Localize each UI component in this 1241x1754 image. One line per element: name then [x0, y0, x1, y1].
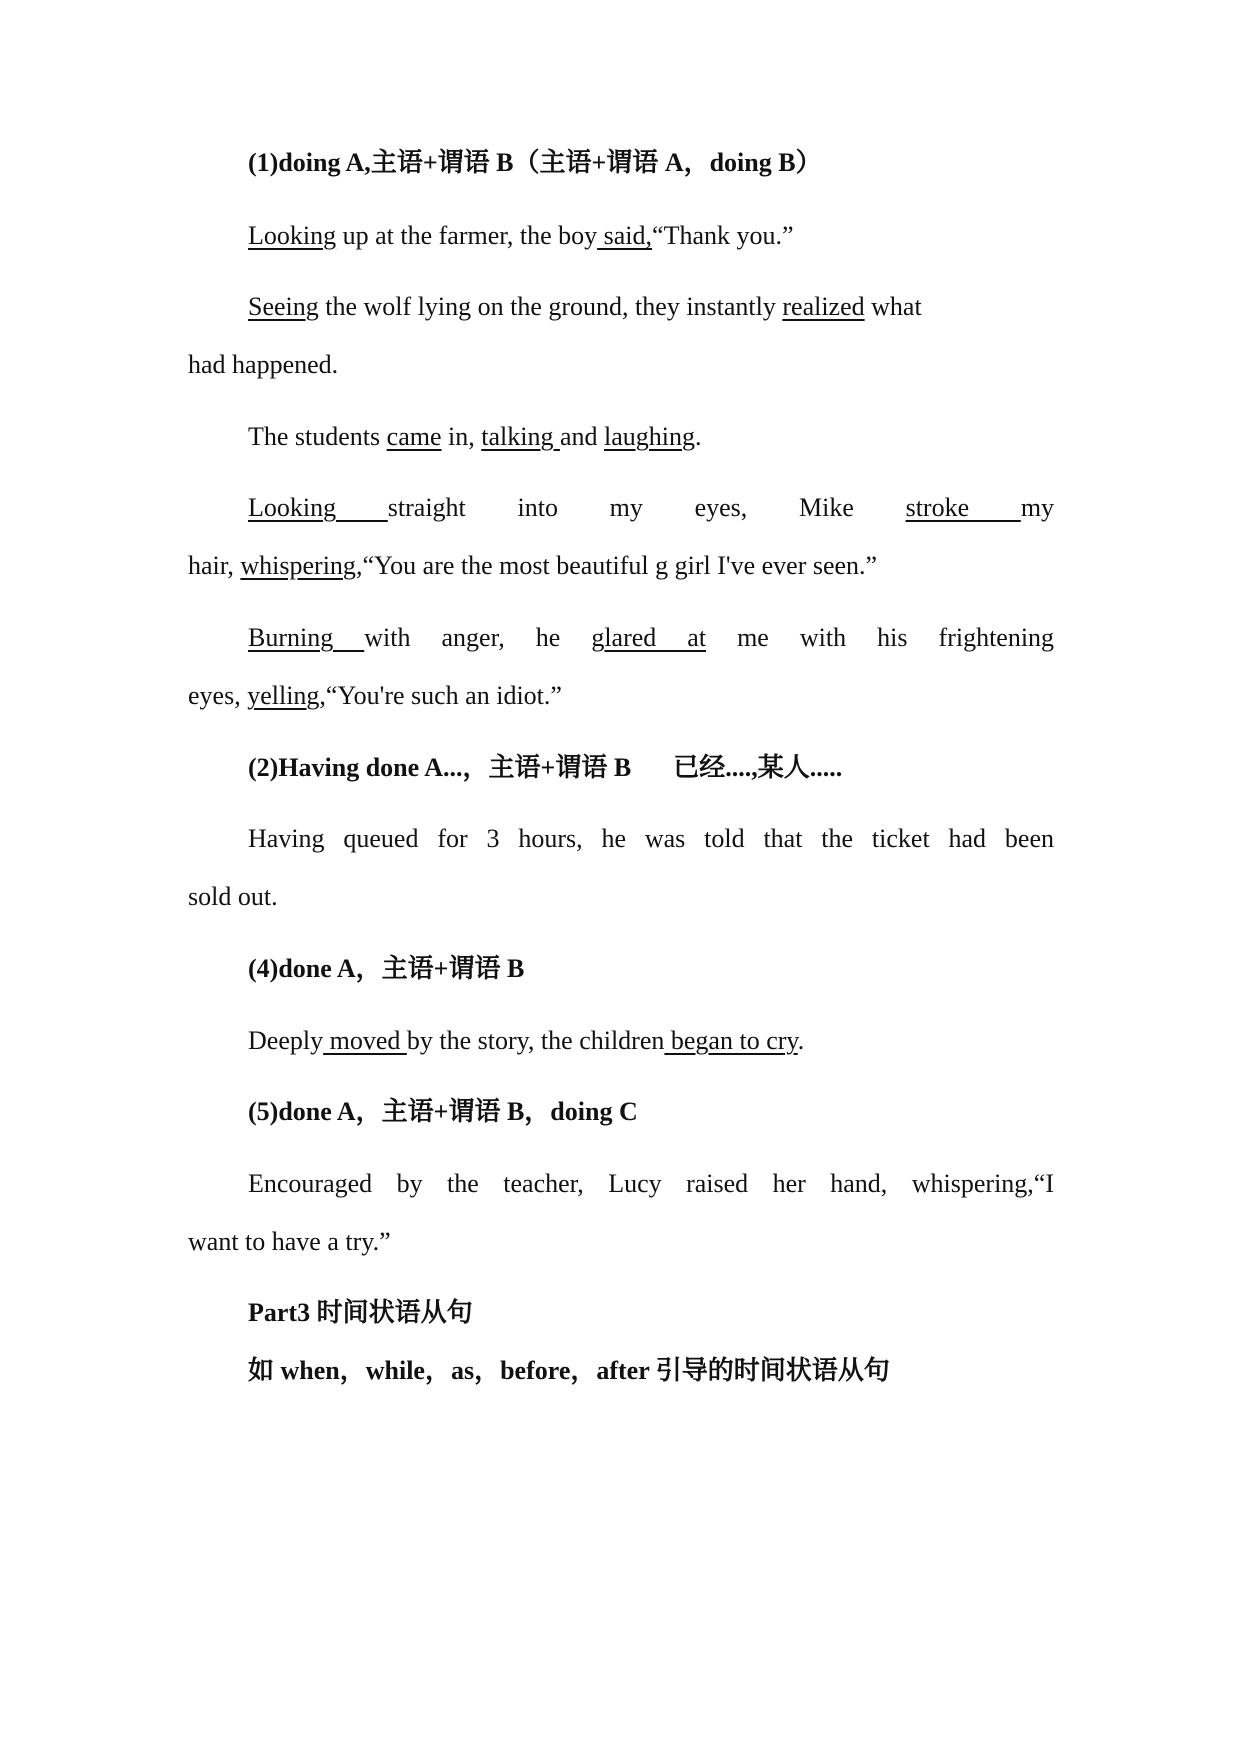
example-sentence-2-cont: had happened. [188, 350, 339, 379]
example-sentence-8-cont: want to have a try.” [188, 1227, 391, 1256]
example-sentence-2: Seeing the wolf lying on the ground, they instantly realized what [248, 292, 922, 321]
part3-heading: Part3 时间状语从句 [248, 1298, 473, 1327]
example-sentence-8: Encouraged by the teacher, Lucy raised her hand, whispering,“I [248, 1169, 1054, 1198]
example-sentence-1: Looking up at the farmer, the boy said,“Thank you.” [248, 221, 794, 250]
example-sentence-4: Looking straight into my eyes, Mike stroke my [248, 493, 1055, 522]
heading-pattern-2: (2)Having done A...，主语+谓语 B 已经....,某人..... [248, 753, 843, 782]
example-sentence-6-cont: sold out. [188, 882, 278, 911]
part3-description: 如 when，while，as，before，after 引导的时间状语从句 [248, 1356, 890, 1385]
example-sentence-5: Burning with anger, he glared at me with his frightening [248, 623, 1055, 652]
heading-pattern-1: (1)doing A,主语+谓语 B（主语+谓语 A，doing B） [248, 148, 822, 177]
example-sentence-5-cont: eyes, yelling,“You're such an idiot.” [188, 681, 562, 710]
example-sentence-6: Having queued for 3 hours, he was told that the ticket had been [248, 824, 1054, 853]
example-sentence-4-cont: hair, whispering,“You are the most beautiful g girl I've ever seen.” [188, 551, 878, 580]
example-sentence-7: Deeply moved by the story, the children began to cry. [248, 1026, 805, 1055]
heading-pattern-5: (5)done A，主语+谓语 B，doing C [248, 1097, 638, 1126]
example-sentence-3: The students came in, talking and laughing. [248, 422, 702, 451]
heading-pattern-4: (4)done A，主语+谓语 B [248, 954, 525, 983]
